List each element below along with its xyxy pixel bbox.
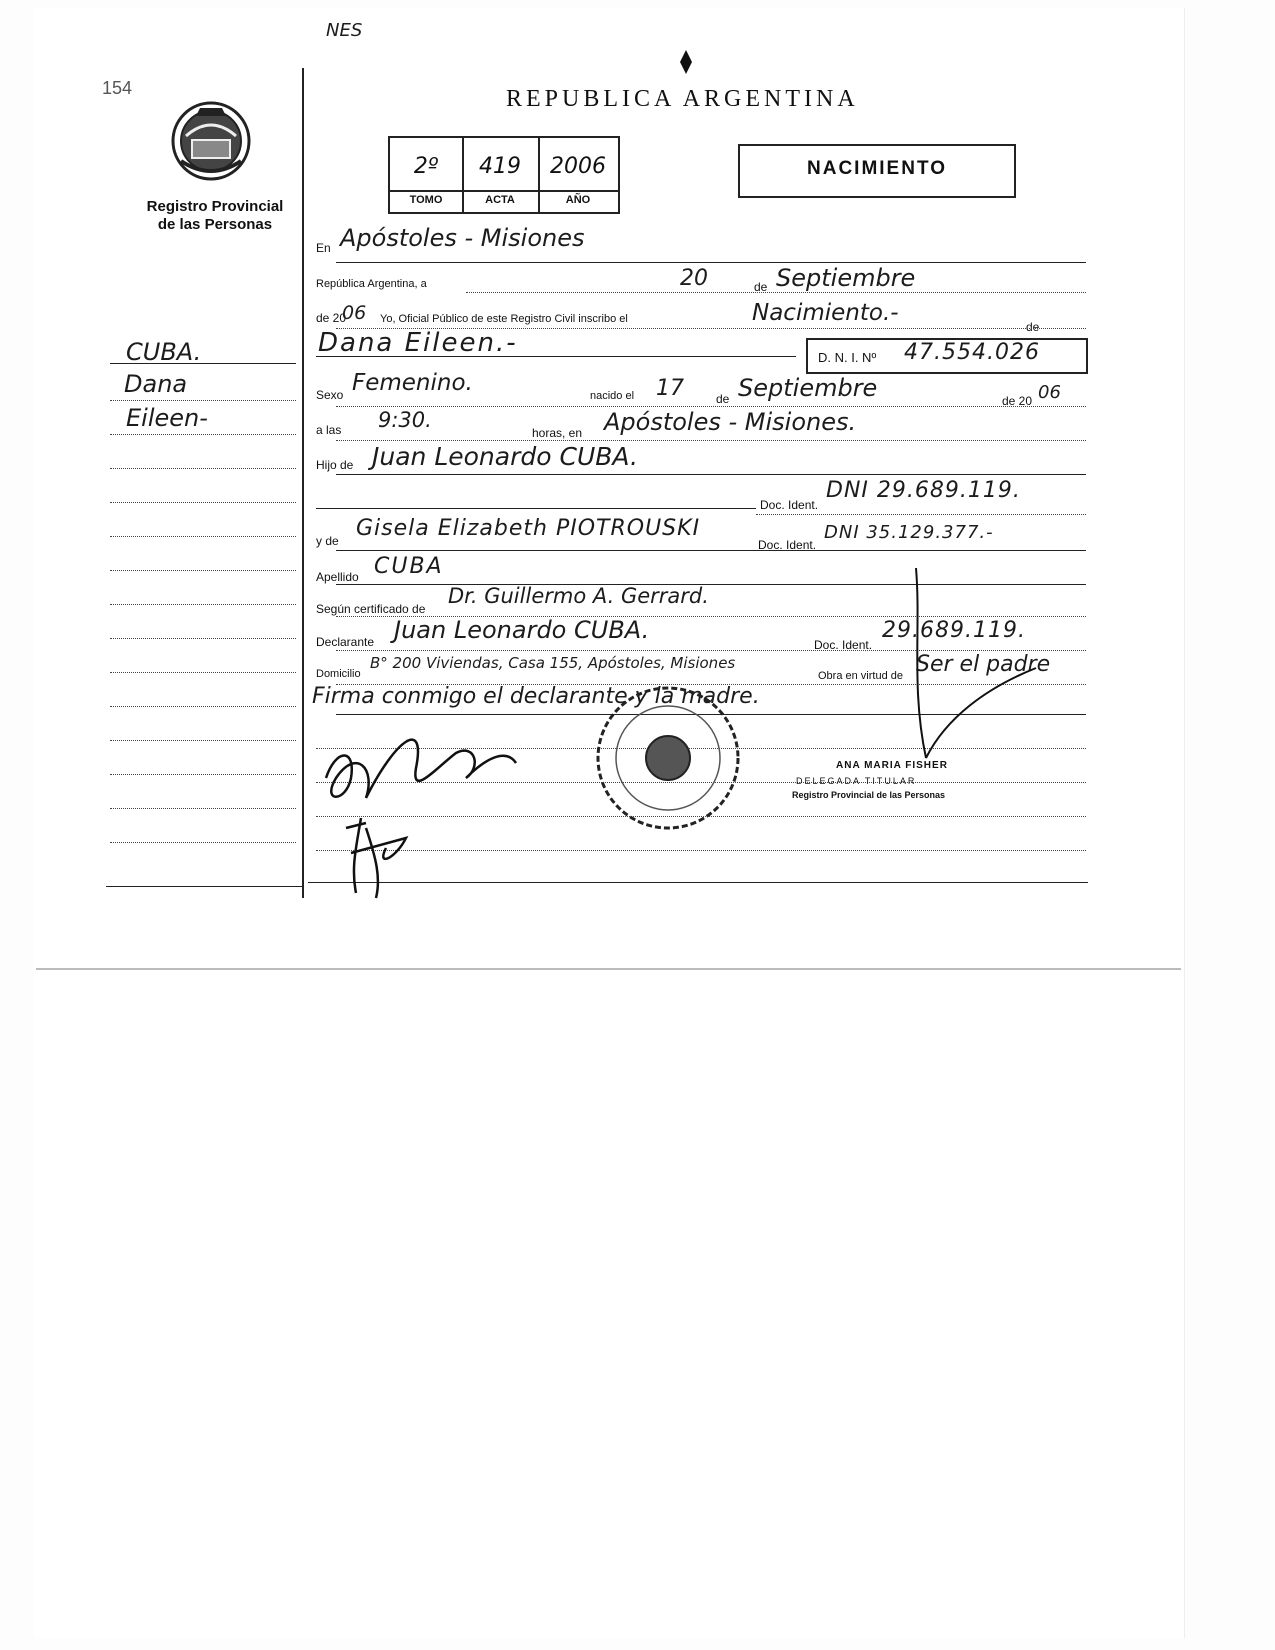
ano-value: 2006 <box>550 154 606 179</box>
declarante-label: Declarante <box>316 635 375 649</box>
doc-ident3-label: Doc. Ident. <box>814 638 873 652</box>
birth-year-suffix: 06 <box>1038 382 1061 403</box>
alas-label: a las <box>316 423 342 437</box>
day-value: 20 <box>680 266 708 291</box>
acta-value: 419 <box>479 154 521 179</box>
margin-line <box>110 808 296 809</box>
form-line <box>316 508 756 509</box>
mother-value: Gisela Elizabeth PIOTROUSKI <box>356 516 701 541</box>
ink-speck-icon <box>676 48 696 78</box>
form-line <box>336 440 1086 441</box>
margin-line <box>110 536 296 537</box>
republica-label: República Argentina, a <box>316 278 427 290</box>
month-value: Septiembre <box>776 264 916 292</box>
obra-value: Ser el padre <box>916 652 1051 677</box>
form-line <box>336 474 1086 475</box>
de1-label: de <box>754 280 768 294</box>
ano-label: AÑO <box>565 194 591 206</box>
margin-first-name: Dana <box>124 370 188 398</box>
margin-line <box>110 468 296 469</box>
birth-month: Septiembre <box>738 374 878 402</box>
form-line <box>336 406 1086 407</box>
father-doc: DNI 29.689.119. <box>826 478 1021 503</box>
document-type: NACIMIENTO <box>807 158 947 179</box>
form-line <box>466 292 1086 293</box>
margin-bottom-rule <box>106 886 302 887</box>
child-name: Dana Eileen.- <box>318 328 518 358</box>
registry-name-line1: Registro Provincial <box>146 198 284 215</box>
margin-line <box>110 604 296 605</box>
document-type-box <box>738 144 1016 198</box>
margin-divider <box>302 68 304 898</box>
declarante-doc: 29.689.119. <box>882 618 1026 643</box>
birth-certificate <box>36 8 1181 970</box>
doc-ident2-label: Doc. Ident. <box>758 538 817 552</box>
tomo-value: 2º <box>413 154 439 179</box>
en-value: Apóstoles - Misiones <box>340 224 585 252</box>
de3-label: de <box>1026 320 1040 334</box>
mother-doc: DNI 35.129.377.- <box>824 522 994 543</box>
declarant-signature-icon <box>306 708 546 908</box>
form-line <box>336 550 1086 551</box>
margin-line <box>110 706 296 707</box>
margin-line <box>110 842 296 843</box>
dni-box <box>806 338 1088 374</box>
inscribo-value: Nacimiento.- <box>752 300 899 326</box>
margin-line <box>110 502 296 503</box>
de4-label: de <box>716 392 730 406</box>
official-office: Registro Provincial de las Personas <box>792 790 946 800</box>
margin-line <box>110 434 296 435</box>
domicilio-label: Domicilio <box>316 668 361 680</box>
corner-mark: 154 <box>102 78 133 98</box>
obra-label: Obra en virtud de <box>818 670 903 682</box>
dni-value: 47.554.026 <box>904 340 1040 365</box>
record-box <box>388 136 620 214</box>
official-stamp-icon <box>588 678 748 838</box>
segun-label: Según certificado de <box>316 602 426 616</box>
horas-label: horas, en <box>532 426 583 440</box>
father-value: Juan Leonardo CUBA. <box>372 442 638 471</box>
registry-name-line2: de las Personas <box>157 216 273 233</box>
oficial-text: Yo, Oficial Público de este Registro Civil inscribo el <box>380 313 628 325</box>
margin-line <box>110 638 296 639</box>
apellido-value: CUBA <box>374 554 444 579</box>
declarante-value: Juan Leonardo CUBA. <box>394 616 650 644</box>
certificado-value: Dr. Guillermo A. Gerrard. <box>448 584 709 608</box>
official-signature-icon <box>836 568 1066 768</box>
de20-label: de 20 <box>1002 394 1033 408</box>
form-line <box>336 262 1086 263</box>
margin-surname: CUBA. <box>126 338 202 366</box>
margin-line <box>110 570 296 571</box>
margin-second-name: Eileen- <box>126 404 208 432</box>
top-note: NES <box>326 20 363 41</box>
place-value: Apóstoles - Misiones. <box>604 408 857 436</box>
yde-label: y de <box>316 534 339 548</box>
de2006-label: de 20 <box>316 311 347 325</box>
official-name: ANA MARIA FISHER <box>836 760 948 771</box>
nacido-label: nacido el <box>590 390 635 402</box>
doc-ident1-label: Doc. Ident. <box>760 498 819 512</box>
birth-day: 17 <box>656 376 684 401</box>
sexo-value: Femenino. <box>352 370 473 396</box>
country-title: REPUBLICA ARGENTINA <box>506 86 859 112</box>
dni-label: D. N. I. Nº <box>818 350 877 365</box>
hijo-label: Hijo de <box>316 458 354 472</box>
domicilio-value: B° 200 Viviendas, Casa 155, Apóstoles, Misiones <box>370 654 736 672</box>
sexo-label: Sexo <box>316 388 344 402</box>
apellido-label: Apellido <box>316 570 359 584</box>
acta-label: ACTA <box>485 194 515 206</box>
time-value: 9:30. <box>378 408 432 432</box>
official-title: DELEGADA TITULAR <box>796 776 917 786</box>
provincial-seal-icon <box>166 96 256 186</box>
tomo-label: TOMO <box>409 194 443 206</box>
form-line <box>316 356 796 357</box>
margin-line <box>110 672 296 673</box>
firma-text: Firma conmigo el declarante y la madre. <box>312 684 760 709</box>
year-suffix: 06 <box>342 302 367 324</box>
margin-line <box>110 400 296 401</box>
en-label: En <box>316 241 331 255</box>
form-line <box>756 514 1086 515</box>
margin-line <box>110 774 296 775</box>
margin-line <box>110 740 296 741</box>
margin-line <box>110 363 296 364</box>
